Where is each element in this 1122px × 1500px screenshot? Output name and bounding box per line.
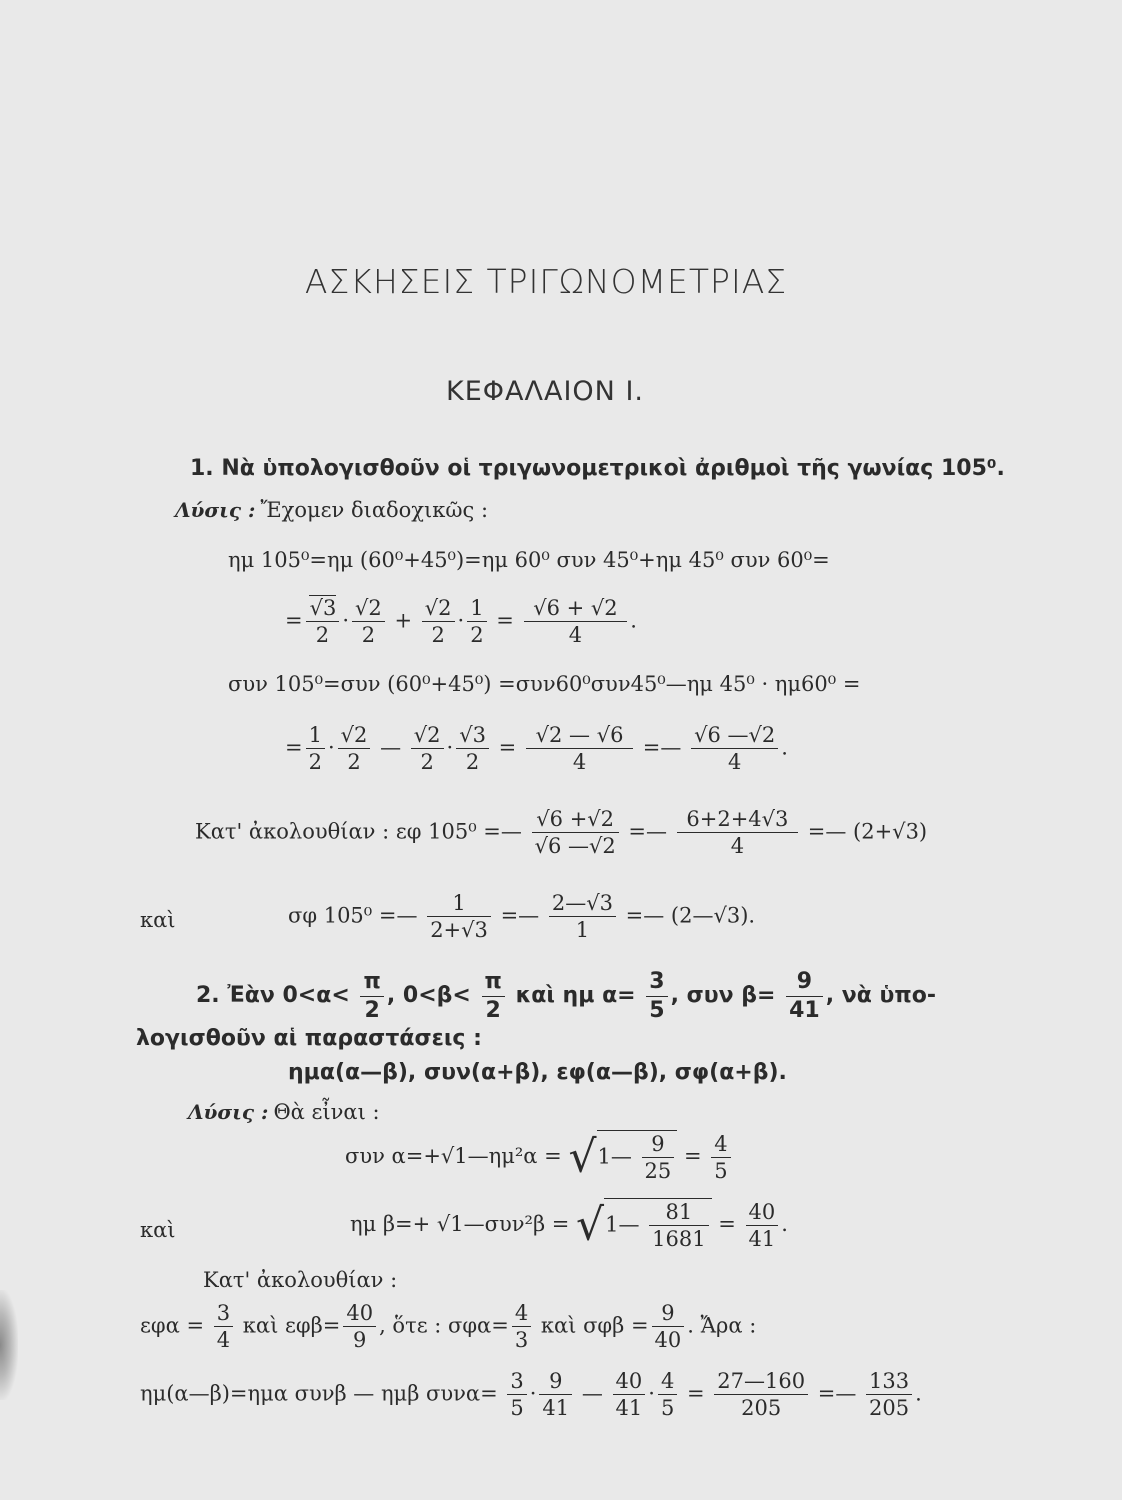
sin-105-expansion: ημ 105⁰=ημ (60⁰+45⁰)=ημ 60⁰ συν 45⁰+ημ 45⁰ συν 60⁰= — [228, 548, 830, 572]
tan-105-result: =— (2+√3) — [807, 819, 928, 844]
statement-part-e: , νὰ ὑπο- — [825, 983, 937, 1008]
tan-cot-line: εφα = $\frac{3}{4}$ καὶ εφβ= $\frac{40}{9}$ , ὅτε : σφα= $\frac{4}{3}$ καὶ σφβ = $\frac{9}{40}$ . Ἄρα : — [140, 1301, 757, 1353]
cot-beta-label: καὶ σφβ = — [540, 1313, 649, 1338]
kai-label: καὶ — [140, 908, 176, 932]
sin-beta-line: ημ β=+ √1—συν²β = √1— $\frac{81}{1681}$ = $\frac{40}{41}$ . — [350, 1199, 788, 1252]
ara-label: . Ἄρα : — [687, 1313, 757, 1338]
solution-label-2: Λύσις : — [188, 1100, 269, 1124]
cot-105-start: σφ 105⁰ =— — [288, 903, 418, 928]
exercise-2-expressions: ημα(α—β), συν(α+β), εφ(α—β), σφ(α+β). — [288, 1060, 787, 1085]
statement-part-d: , συν β= — [670, 983, 776, 1008]
solution-label: Λύσις : — [175, 498, 256, 522]
cot-105-line: σφ 105⁰ =— $\frac{1}{2+√3}$ =— $\frac{2—√3}{1}$ =— (2—√3). — [288, 891, 756, 943]
statement-part-b: , 0<β< — [386, 983, 471, 1008]
scan-smudge — [0, 1290, 18, 1400]
solution-intro-text: Ἔχομεν διαδοχικῶς : — [260, 498, 489, 522]
sin-difference-start: ημ(α—β)=ημα συνβ — ημβ συνα= — [140, 1381, 498, 1406]
ote-label: , ὅτε : σφα= — [379, 1313, 509, 1338]
cos-105-expansion: συν 105⁰=συν (60⁰+45⁰) =συν60⁰συν45⁰—ημ 45⁰ · ημ60⁰ = — [228, 672, 861, 696]
consequently-label: Κατ' ἀκολουθίαν : εφ 105⁰ =— — [195, 819, 522, 844]
exercise-2-statement-line2: λογισθοῦν αἱ παραστάσεις : — [136, 1026, 482, 1051]
cos-alpha-start: συν α=+√1—ημ²α = — [345, 1143, 562, 1168]
sin-alpha-minus-beta-line: ημ(α—β)=ημα συνβ — ημβ συνα= $\frac{3}{5}$ · $\frac{9}{41}$ — $\frac{40}{41}$ · $\frac{4}{5}$ = $\frac{27—160}{205}$ =— $\frac{133}{205}$ . — [140, 1369, 922, 1421]
exercise-2-statement: 2. Ἐὰν 0<α< $\frac{\pi}{2}$ , 0<β< $\frac{\pi}{2}$ καὶ ημ α= $\frac{3}{5}$ , συν β= $\frac{9}{41}$ , νὰ ὑπο- — [196, 969, 937, 1023]
statement-part-a: 2. Ἐὰν 0<α< — [196, 983, 350, 1008]
tan-alpha-label: εφα = — [140, 1313, 205, 1338]
chapter-heading: ΚΕΦΑΛΑΙΟΝ Ι. — [446, 376, 644, 407]
tan-beta-label: καὶ εφβ= — [242, 1313, 341, 1338]
exercise-2-solution-intro — [188, 1100, 380, 1124]
sin-beta-start: ημ β=+ √1—συν²β = — [350, 1211, 570, 1236]
cos-105-result: = $\frac{1}{2}$ · $\frac{√2}{2}$ — $\frac{√2}{2}$ · $\frac{√3}{2}$ = $\frac{√2 — √6}{4}$ =— $\frac{√6 —√2}{4}$ . — [285, 723, 788, 775]
cot-105-result: =— (2—√3). — [625, 903, 756, 928]
consequently-label-2: Κατ' ἀκολουθίαν : — [203, 1268, 398, 1292]
page-title: ΑΣΚΗΣΕΙΣ ΤΡΙΓΩΝΟΜΕΤΡΙΑΣ — [304, 262, 788, 301]
sin-105-result: = $\frac{√3}{2}$ · $\frac{√2}{2}$ + $\frac{√2}{2}$ · $\frac{1}{2}$ = $\frac{√6 + √2}{4}$ . — [285, 596, 637, 648]
statement-part-c: καὶ ημ α= — [515, 983, 636, 1008]
exercise-1-statement: 1. Νὰ ὑπολογισθοῦν οἱ τριγωνομετρικοὶ ἀριθμοὶ τῆς γωνίας 105⁰. — [190, 456, 1005, 481]
cos-alpha-line: συν α=+√1—ημ²α = √1— $\frac{9}{25}$ = $\frac{4}{5}$ — [345, 1130, 734, 1185]
kai-label-2: καὶ — [140, 1218, 176, 1242]
tan-105-line: Κατ' ἀκολουθίαν : εφ 105⁰ =— $\frac{√6 +√2}{√6 —√2}$ =— $\frac{6+2+4√3}{4}$ =— (2+√3) — [195, 807, 928, 859]
exercise-1-solution-intro — [175, 498, 488, 522]
solution-intro-text-2: Θὰ εἶναι : — [273, 1100, 380, 1124]
